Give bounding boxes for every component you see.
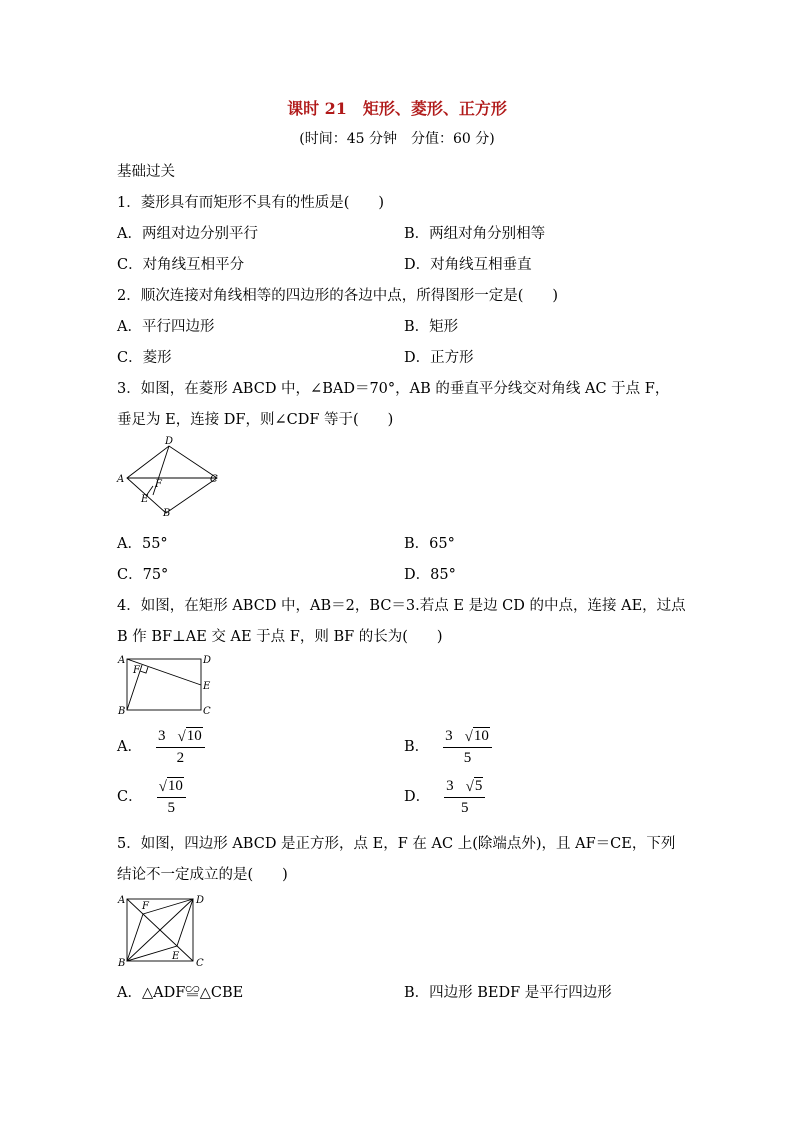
question-3-option-b: B．65° <box>404 536 455 552</box>
question-5-square-figure <box>115 892 215 972</box>
label-c: C <box>210 474 218 485</box>
section-heading: 基础过关 <box>117 164 175 180</box>
question-4-stem-line-1: 4．如图，在矩形 ABCD 中，AB＝2，BC＝3.若点 E 是边 CD 的中点，连接 AE，过点 <box>117 598 686 614</box>
question-4-rectangle-figure <box>115 652 220 718</box>
question-5-stem-line-2: 结论不一定成立的是( ) <box>117 867 288 883</box>
label-a: A <box>118 655 126 666</box>
question-1-stem: 1．菱形具有而矩形不具有的性质是( ) <box>117 195 385 211</box>
question-1-option-b: B．两组对角分别相等 <box>404 226 546 242</box>
label-d: D <box>203 655 212 666</box>
question-4-option-d: D． 3 √ 5 5 <box>404 777 485 817</box>
question-3-option-c: C．75° <box>117 567 169 583</box>
page-subtitle: (时间：45 分钟 分值：60 分) <box>299 131 495 147</box>
question-4-option-b: B． 3 √ 10 5 <box>404 727 492 767</box>
label-e: E <box>172 951 180 962</box>
question-3-rhombus-figure <box>115 436 225 520</box>
question-3-option-d: D．85° <box>404 567 456 583</box>
question-4-option-c: C． √ 10 5 <box>117 777 186 817</box>
question-1-option-d: D．对角线互相垂直 <box>404 257 532 273</box>
question-5-stem-line-1: 5．如图，四边形 ABCD 是正方形，点 E，F 在 AC 上(除端点外)，且 AF＝CE，下列 <box>117 836 676 852</box>
label-a: A <box>118 895 126 906</box>
label-c: C <box>196 958 204 969</box>
question-1-option-a: A．两组对边分别平行 <box>117 226 258 242</box>
label-f: F <box>133 665 140 676</box>
fraction: 3 √ 10 2 <box>156 727 205 767</box>
question-5-option-a: A．△ADF≌△CBE <box>117 985 244 1001</box>
label-f: F <box>142 901 149 912</box>
page-title: 课时 21 矩形、菱形、正方形 <box>287 99 507 118</box>
label-e: E <box>203 681 211 692</box>
label-a: A <box>117 474 125 485</box>
label-e: E <box>141 494 149 505</box>
fraction: 3 √ 10 5 <box>443 727 492 767</box>
label-b: B <box>118 706 126 717</box>
question-5-option-b: B．四边形 BEDF 是平行四边形 <box>404 985 612 1001</box>
fraction: 3 √ 5 5 <box>444 777 485 817</box>
question-4-option-a: A． 3 √ 10 2 <box>117 727 205 767</box>
label-c: C <box>203 706 211 717</box>
question-2-option-d: D．正方形 <box>404 350 474 366</box>
label-d: D <box>196 895 205 906</box>
label-d: D <box>165 436 174 447</box>
question-2-option-a: A．平行四边形 <box>117 319 215 335</box>
label-b: B <box>118 958 126 969</box>
question-4-stem-line-2: B 作 BF⊥AE 交 AE 于点 F，则 BF 的长为( ) <box>117 629 443 645</box>
question-3-stem-line-1: 3．如图，在菱形 ABCD 中，∠BAD＝70°，AB 的垂直平分线交对角线 AC 于点 F， <box>117 381 670 397</box>
question-2-option-b: B．矩形 <box>404 319 459 335</box>
question-3-stem-line-2: 垂足为 E，连接 DF，则∠CDF 等于( ) <box>117 412 394 428</box>
question-1-option-c: C．对角线互相平分 <box>117 257 245 273</box>
question-3-option-a: A．55° <box>117 536 168 552</box>
label-f: F <box>155 479 162 490</box>
label-b: B <box>163 508 171 519</box>
question-2-stem: 2．顺次连接对角线相等的四边形的各边中点，所得图形一定是( ) <box>117 288 559 304</box>
fraction: √ 10 5 <box>157 777 186 817</box>
question-2-option-c: C．菱形 <box>117 350 172 366</box>
